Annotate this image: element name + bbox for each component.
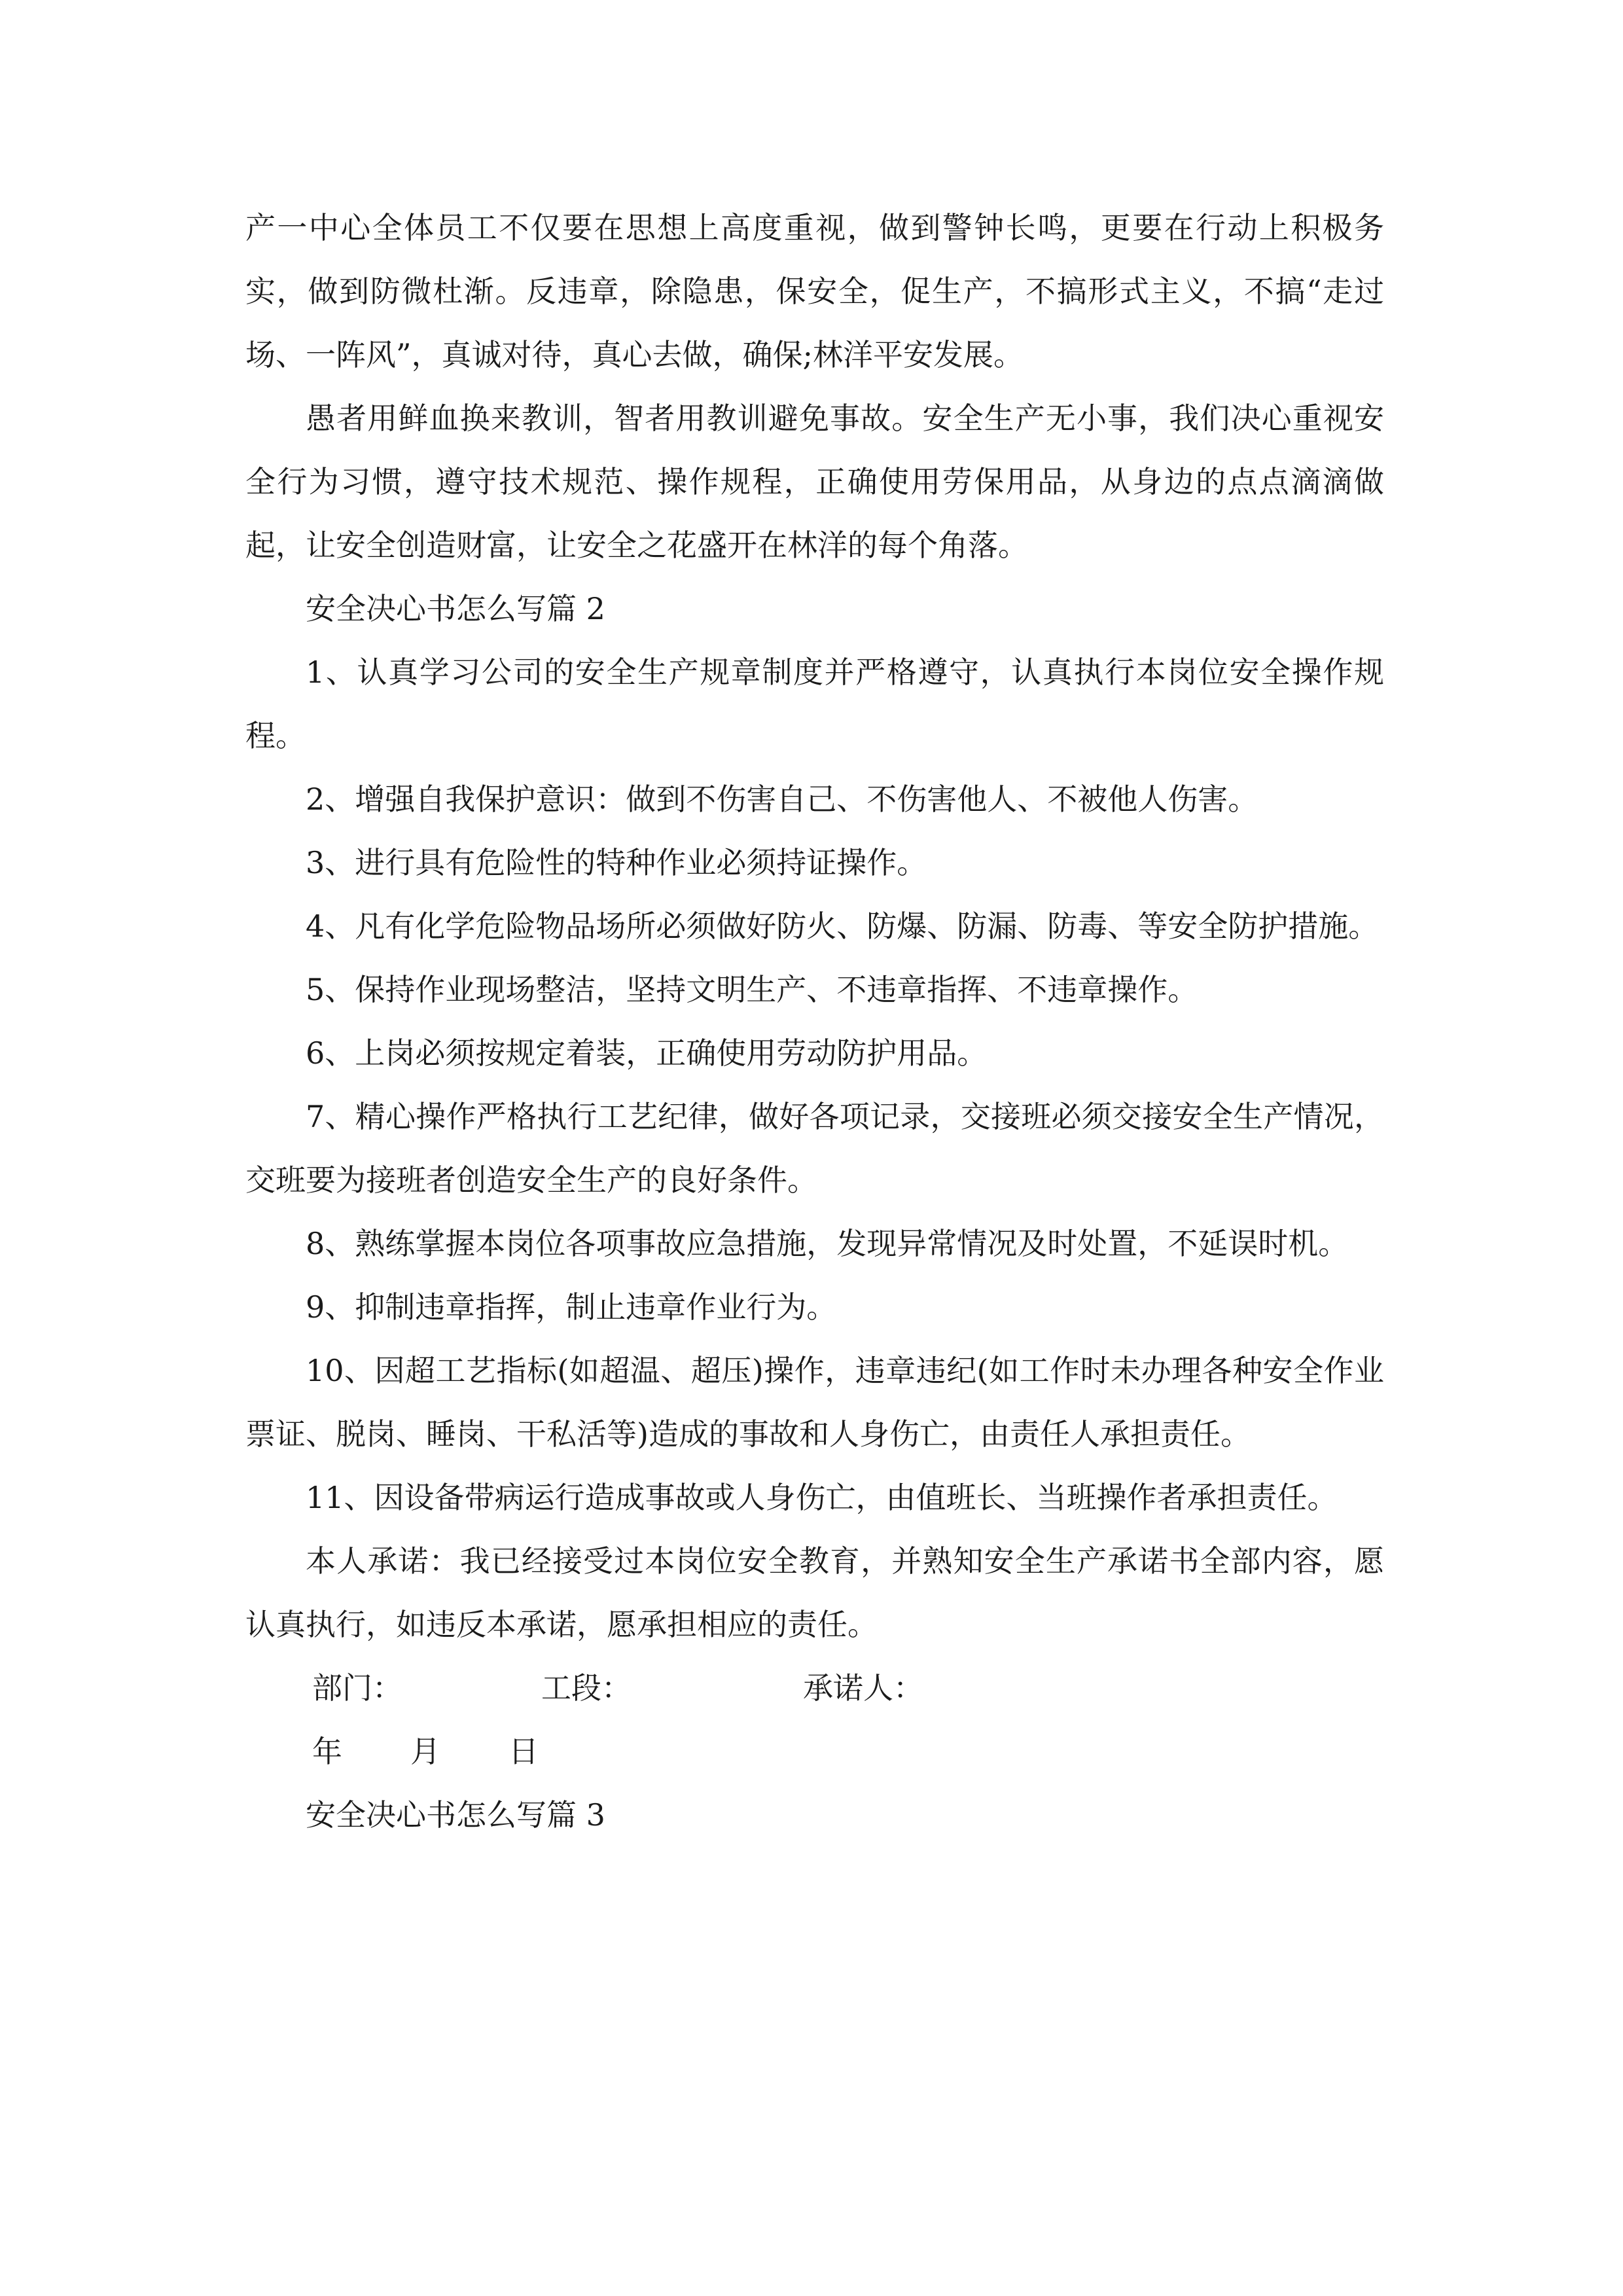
list-item-2: 2、增强自我保护意识：做到不伤害自己、不伤害他人、不被他人伤害。 (306, 781, 1258, 817)
pledger-label: 承诺人： (803, 1670, 923, 1706)
list-item-4: 4、凡有化学危险物品场所必须做好防火、防爆、防漏、防毒、等安全防护措施。 (306, 908, 1379, 944)
date-year-label: 年 (312, 1734, 342, 1769)
date-month-label: 月 (410, 1734, 440, 1769)
section-2-title: 安全决心书怎么写篇 2 (306, 591, 605, 626)
signature-row (245, 1657, 1384, 1720)
list-item-11: 11、因设备带病运行造成事故或人身伤亡，由值班长、当班操作者承担责任。 (306, 1480, 1338, 1515)
list-item-1: 1、认真学习公司的安全生产规章制度并严格遵守，认真执行本岗位安全操作规程。 (245, 655, 1384, 753)
list-item-9: 9、抑制违章指挥，制止违章作业行为。 (306, 1289, 837, 1325)
list-item-5: 5、保持作业现场整洁，坚持文明生产、不违章指挥、不违章操作。 (306, 972, 1198, 1007)
department-label: 部门： (312, 1670, 402, 1706)
list-item-7: 7、精心操作严格执行工艺纪律，做好各项记录，交接班必须交接安全生产情况，交班要为接班者创造安全生产的良好条件。 (245, 1099, 1384, 1198)
document-body (245, 196, 1384, 1847)
paragraph-lesson: 愚者用鲜血换来教训，智者用教训避免事故。安全生产无小事，我们决心重视安全行为习惯，遵守技术规范、操作规程，正确使用劳保用品，从身边的点点滴滴做起，让安全创造财富，让安全之花盛开在林洋的每个角落。 (245, 401, 1384, 563)
pledge-paragraph: 本人承诺：我已经接受过本岗位安全教育，并熟知安全生产承诺书全部内容，愿认真执行，如违反本承诺，愿承担相应的责任。 (245, 1543, 1384, 1642)
section-3-title: 安全决心书怎么写篇 3 (306, 1797, 605, 1833)
list-item-8: 8、熟练掌握本岗位各项事故应急措施，发现异常情况及时处置，不延误时机。 (306, 1226, 1349, 1261)
section-label: 工段： (541, 1670, 632, 1706)
list-item-6: 6、上岗必须按规定着装，正确使用劳动防护用品。 (306, 1035, 988, 1071)
list-item-3: 3、进行具有危险性的特种作业必须持证操作。 (306, 845, 927, 880)
continuation-paragraph: 产一中心全体员工不仅要在思想上高度重视，做到警钟长鸣，更要在行动上积极务实，做到防微杜渐。反违章，除隐患，保安全，促生产，不搞形式主义，不搞“走过场、一阵风”，真诚对待，真心去做，确保;林洋平安发展。 (245, 210, 1384, 372)
date-row (245, 1720, 1384, 1784)
date-day-label: 日 (508, 1734, 539, 1769)
list-item-10: 10、因超工艺指标(如超温、超压)操作，违章违纪(如工作时未办理各种安全作业票证、脱岗、睡岗、干私活等)造成的事故和人身伤亡，由责任人承担责任。 (245, 1353, 1384, 1452)
